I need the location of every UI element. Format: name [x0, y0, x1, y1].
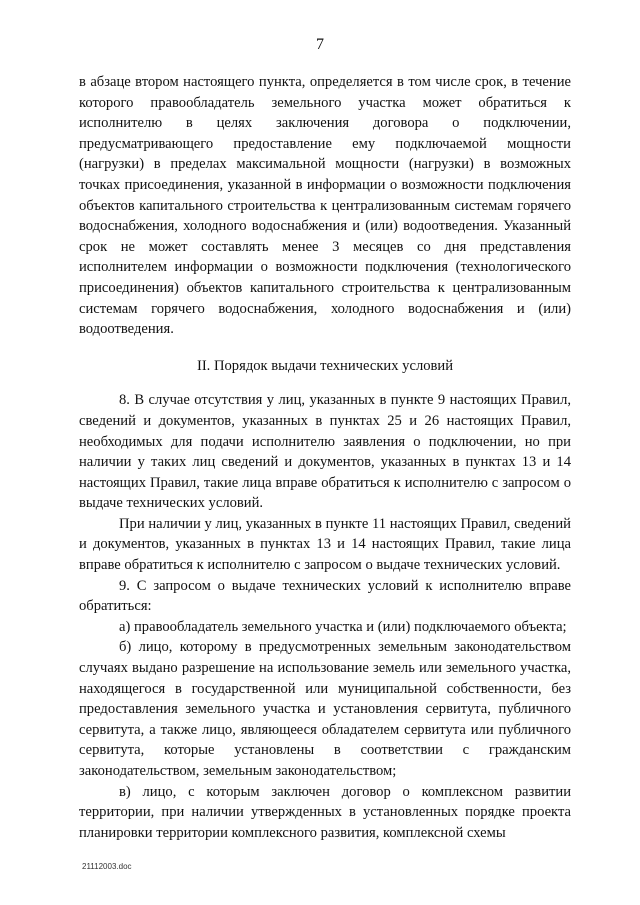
section-heading: II. Порядок выдачи технических условий — [196, 357, 454, 374]
document-footer-filename: 21112003.doc — [82, 862, 132, 871]
paragraph-subitem-b: б) лицо, которому в предусмотренных земельным законодательством случаях выдано разрешение на использование земель или земельного участка, находящегося в государственной или муниципальной собственности, без предоставления земельного участка и установления сервитута, публичного сервитута, а также лицо, являющееся обладателем сервитута или публичного сервитута, которые установлены в соответствии с гражданским законодательством, земельным законодательством; — [79, 639, 571, 779]
paragraph-subitem-v: в) лицо, с которым заключен договор о комплексном развитии территории, при наличии утвержденных в установленных порядке проекта планировки территории комплексного развития, комплексной схемы — [79, 783, 571, 841]
page-number: 7 — [316, 36, 324, 53]
paragraph-subitem-a: а) правообладатель земельного участка и (или) подключаемого объекта; — [119, 618, 567, 635]
paragraph-item-8-second: При наличии у лиц, указанных в пункте 11 настоящих Правил, сведений и документов, указанных в пунктах 13 и 14 настоящих Правил, такие лица вправе обратиться к исполнителю с запросом о выдаче технических условий. — [79, 515, 571, 574]
paragraph-continuation: в абзаце втором настоящего пункта, определяется в том числе срок, в течение которого правообладатель земельного участка может обратиться к исполнителю в целях заключения договора о подключении, предусматривающего предоставление ему подключаемой мощности (нагрузки) в пределах максимальной мощности (нагрузки) в возможных точках присоединения, указанной в информации о возможности подключения объектов капитального строительства к централизованным системам горячего водоснабжения, холодного водоснабжения и (или) водоотведения. Указанный срок не может составлять менее 3 месяцев со дня представления исполнителем информации о возможности подключения (технологического присоединения) объектов капитального строительства к централизованным системам горячего водоснабжения, холодного водоснабжения и (или) водоотведения. — [79, 74, 571, 338]
document-body — [79, 72, 571, 843]
paragraph-item-8: 8. В случае отсутствия у лиц, указанных в пункте 9 настоящих Правил, сведений и документов, указанных в пунктах 25 и 26 настоящих Правил, необходимых для подачи исполнителю заявления о подключении, но при наличии у таких лиц сведений и документов, указанных в пунктах 13 и 14 настоящих Правил, такие лица вправе обратиться к исполнителю с запросом о выдаче технических условий. — [79, 392, 571, 512]
paragraph-item-9: 9. С запросом о выдаче технических условий к исполнителю вправе обратиться: — [79, 577, 571, 615]
